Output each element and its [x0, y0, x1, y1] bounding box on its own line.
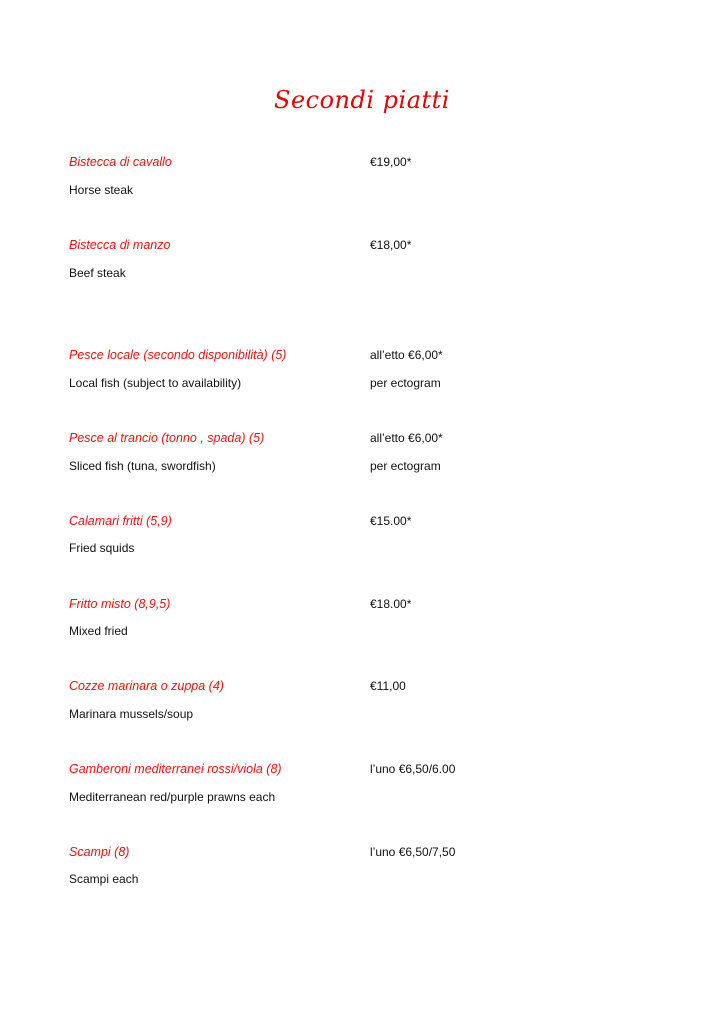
menu-item-price: all’etto €6,00*: [370, 348, 443, 362]
menu-item-name: Bistecca di cavallo: [69, 155, 172, 169]
menu-item-name: Cozze marinara o zuppa (4): [69, 679, 224, 693]
menu-item-description: Scampi each: [69, 872, 139, 886]
menu-item-description: Horse steak: [69, 183, 134, 197]
menu-item-price: €19,00*: [370, 155, 412, 169]
menu-item-name: Pesce al trancio (tonno , spada) (5): [69, 431, 265, 445]
menu-item-description: Fried squids: [69, 541, 135, 555]
menu-item-description: Local fish (subject to availability): [69, 376, 242, 390]
menu-item-description: Marinara mussels/soup: [69, 707, 194, 721]
menu-item-price: l’uno €6,50/6.00: [370, 762, 456, 776]
menu-item-price: €18.00*: [370, 597, 412, 611]
menu-item-unit: per ectogram: [370, 459, 441, 473]
menu-item-unit: per ectogram: [370, 376, 441, 390]
menu-item-price: €15.00*: [370, 514, 412, 528]
menu-item-name: Gamberoni mediterranei rossi/viola (8): [69, 762, 282, 776]
menu-item-price: l’uno €6,50/7,50: [370, 845, 456, 859]
page-title: Secondi piatti: [274, 86, 450, 114]
menu-item-price: all’etto €6,00*: [370, 431, 443, 445]
menu-item-name: Pesce locale (secondo disponibilità) (5): [69, 348, 287, 362]
menu-item-description: Mixed fried: [69, 624, 128, 638]
menu-item-name: Scampi (8): [69, 845, 130, 859]
menu-item-price: €11,00: [370, 679, 406, 693]
menu-item-description: Beef steak: [69, 266, 126, 280]
menu-item-description: Sliced fish (tuna, swordfish): [69, 459, 216, 473]
menu-item-price: €18,00*: [370, 238, 412, 252]
menu-item-name: Calamari fritti (5,9): [69, 514, 172, 528]
menu-item-name: Fritto misto (8,9,5): [69, 597, 171, 611]
menu-item-description: Mediterranean red/purple prawns each: [69, 790, 276, 804]
menu-item-name: Bistecca di manzo: [69, 238, 171, 252]
